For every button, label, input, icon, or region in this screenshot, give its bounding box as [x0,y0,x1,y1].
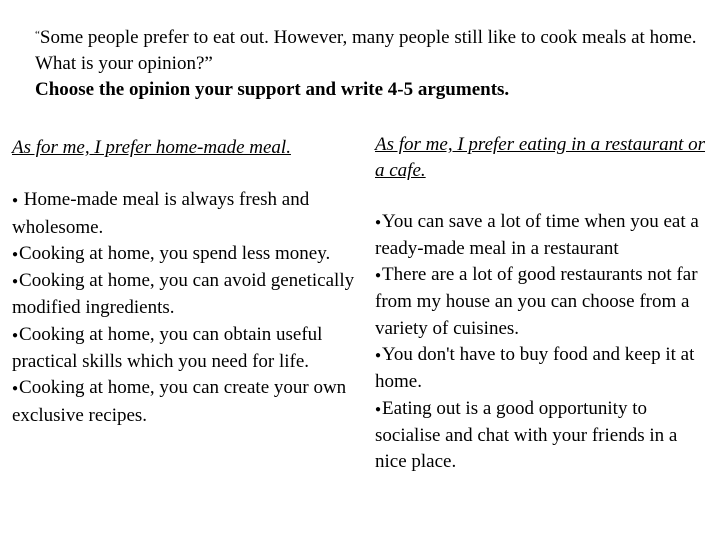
bullet-icon: ● [375,216,382,228]
bullet-icon: ● [375,403,382,415]
intro-block [35,22,705,103]
prompt-question [35,22,705,77]
home-made-heading: As for me, I prefer home-made meal. [12,137,291,158]
bullet-icon: ● [12,329,19,341]
argument-item [375,396,705,476]
restaurant-arguments-list [375,209,705,476]
argument-item [12,241,357,268]
argument-item [12,268,357,322]
argument-text: Cooking at home, you can avoid genetically modified ingredients. [12,270,355,319]
bullet-icon: ● [375,270,382,282]
argument-item [375,342,705,396]
argument-text: Cooking at home, you can create your own exclusive recipes. [12,377,347,426]
argument-text: Cooking at home, you can obtain useful practical skills which you need for life. [12,323,323,373]
argument-text: Eating out is a good opportunity to socialise and chat with your friends in a nice place. [375,397,678,473]
bullet-icon: ● [375,350,382,362]
argument-item [12,322,357,376]
prompt-question-text: Some people prefer to eat out. However, many people still like to cook meals at home. What is your opinion?” [35,27,697,74]
bullet-icon: ● [12,195,19,207]
argument-item [375,209,705,263]
bullet-icon: ● [12,383,19,395]
bullet-icon: ● [12,248,19,260]
argument-item [12,375,357,429]
argument-item [375,262,705,342]
argument-text: You don't have to buy food and keep it at home. [375,344,695,393]
task-instruction: Choose the opinion your support and write 4-5 arguments. [35,79,510,100]
home-made-arguments-list [12,187,357,429]
restaurant-column [375,132,705,476]
opening-quote-mark: “ [35,29,40,41]
argument-item [12,187,357,241]
home-made-column [12,132,357,429]
argument-text: There are a lot of good restaurants not far from my house an you can choose from a variety of cuisines. [375,264,698,339]
argument-text: Home-made meal is always fresh and wholesome. [12,189,310,238]
argument-text: Cooking at home, you spend less money. [19,242,331,264]
argument-text: You can save a lot of time when you eat a ready-made meal in a restaurant [375,210,699,259]
bullet-icon: ● [12,276,19,288]
restaurant-heading: As for me, I prefer eating in a restaurant or a cafe. [375,134,706,182]
